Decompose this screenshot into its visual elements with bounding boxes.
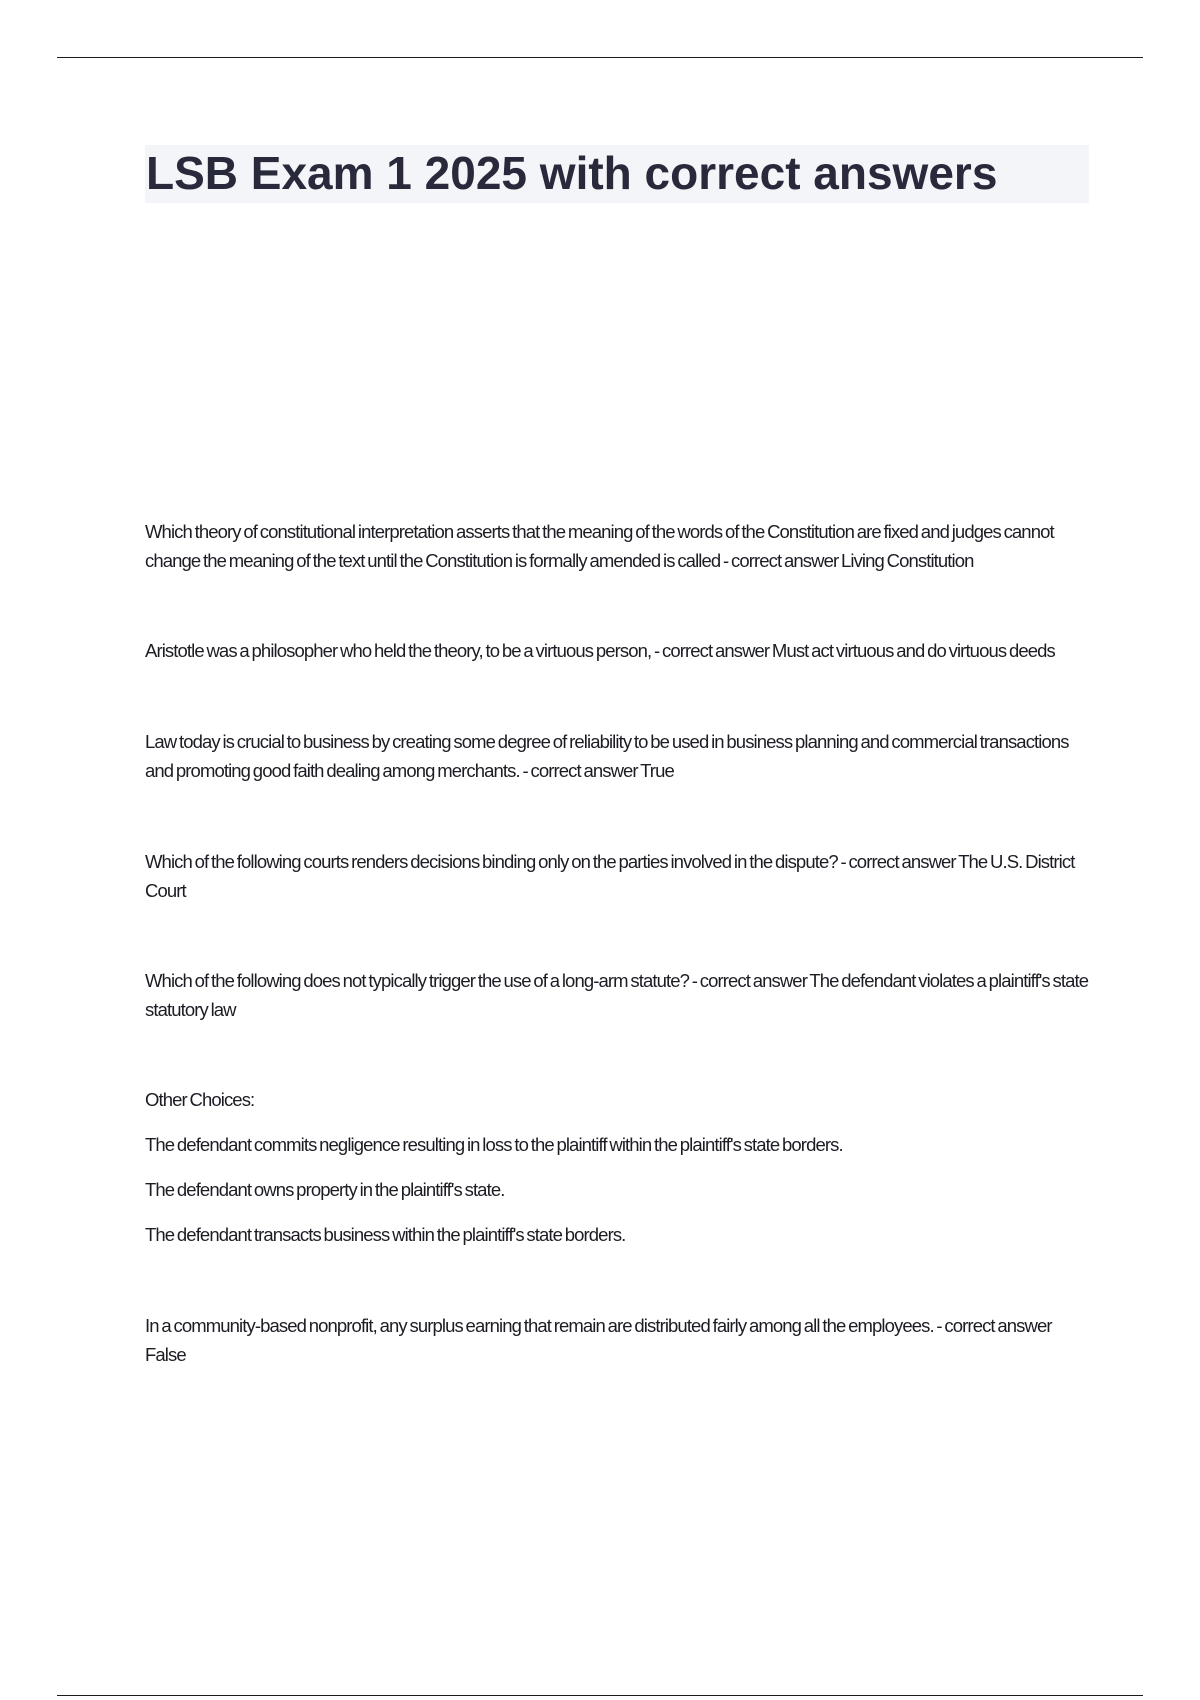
other-choices-label: Other Choices: [145,1089,255,1110]
qa-item-6: In a community-based nonprofit, any surplus earning that remain are distributed fairly among all the employees. - correct answer False [145,1315,1052,1365]
qa-item-1: Which theory of constitutional interpretation asserts that the meaning of the words of the Constitution are fixed and judges cannot change the meaning of the text until the Constitution is formally amended is called - correct answer Living Constitution [145,521,1054,571]
other-choice-2: The defendant owns property in the plaintiff's state. [145,1179,505,1200]
qa-item-5: Which of the following does not typically trigger the use of a long-arm statute? - correct answer The defendant violates a plaintiff's state statutory law [145,970,1089,1020]
document-title: LSB Exam 1 2025 with correct answers [146,147,998,199]
document-body [145,517,1095,1431]
qa-item-4: Which of the following courts renders decisions binding only on the parties involved in the dispute? - correct answer The U.S. District Court [145,851,1075,901]
bottom-rule [57,1695,1143,1696]
other-choice-1: The defendant commits negligence resulting in loss to the plaintiff within the plaintiff's state borders. [145,1134,843,1155]
other-choices [145,1085,1095,1249]
other-choice-3: The defendant transacts business within the plaintiff's state borders. [145,1224,626,1245]
top-rule [57,57,1143,58]
qa-item-3: Law today is crucial to business by creating some degree of reliability to be used in business planning and commercial transactions and promoting good faith dealing among merchants. - correct answer True [145,731,1069,781]
qa-item-2: Aristotle was a philosopher who held the theory, to be a virtuous person, - correct answer Must act virtuous and do virtuous deeds [145,640,1055,661]
